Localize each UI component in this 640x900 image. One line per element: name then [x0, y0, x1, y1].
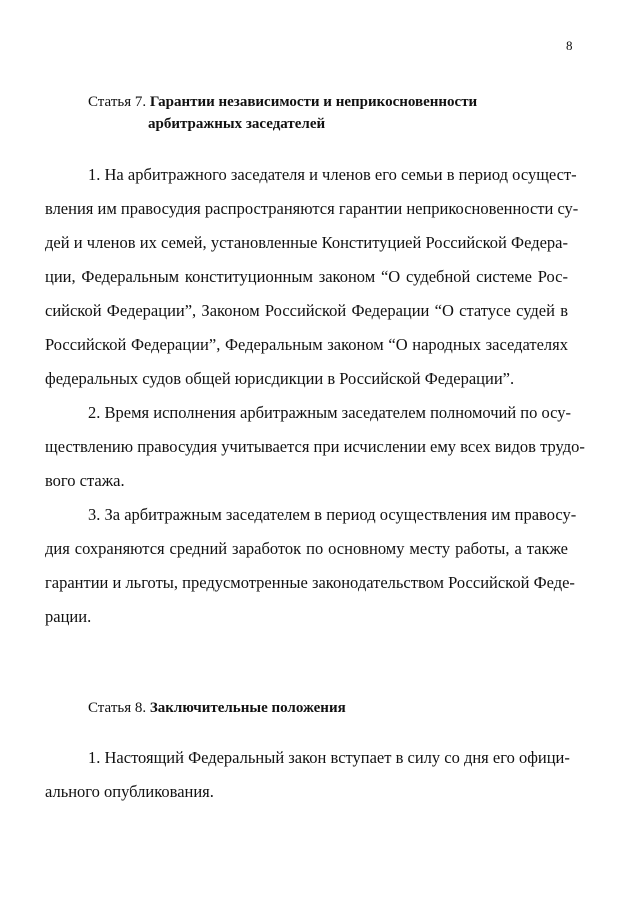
- page-number: 8: [566, 38, 573, 53]
- paragraph-line: ального опубликования.: [45, 782, 214, 801]
- article-8-title: Заключительные положения: [149, 700, 346, 716]
- article-8-heading: [88, 698, 346, 718]
- paragraph-line: рации.: [45, 607, 92, 626]
- paragraph-line: Российской Федерации”, Федеральным законом “О народных заседателях: [45, 335, 568, 354]
- article-7-title-line2: арбитражных заседателей: [148, 116, 326, 132]
- paragraph-line: 1. Настоящий Федеральный закон вступает в силу со дня его офици-: [88, 748, 570, 767]
- article-7-heading: [88, 92, 477, 112]
- paragraph-line: вого стажа.: [45, 471, 125, 490]
- paragraph-line: вления им правосудия распространяются гарантии неприкосновенности су-: [45, 199, 579, 218]
- paragraph-line: сийской Федерации”, Законом Российской Федерации “О статусе судей в: [45, 301, 568, 320]
- paragraph-line: 2. Время исполнения арбитражным заседателем полномочий по осу-: [88, 403, 572, 422]
- paragraph-line: дия сохраняются средний заработок по основному месту работы, а также: [45, 539, 568, 558]
- paragraph-line: гарантии и льготы, предусмотренные законодательством Российской Феде-: [45, 573, 575, 592]
- paragraph-line: ции, Федеральным конституционным законом “О судебной системе Рос-: [45, 267, 568, 286]
- article-7-prefix: Статья 7.: [88, 94, 147, 110]
- article-7-title-line1: Гарантии независимости и неприкосновенности: [149, 94, 478, 110]
- paragraph-line: ществлению правосудия учитывается при исчислении ему всех видов трудо-: [45, 437, 585, 456]
- paragraph-line: дей и членов их семей, установленные Конституцией Российской Федера-: [45, 233, 568, 252]
- article-8-prefix: Статья 8.: [88, 700, 147, 716]
- paragraph-line: федеральных судов общей юрисдикции в Российской Федерации”.: [45, 369, 515, 388]
- paragraph-line: 3. За арбитражным заседателем в период осуществления им правосу-: [88, 505, 577, 524]
- paragraph-line: 1. На арбитражного заседателя и членов его семьи в период осущест-: [88, 165, 577, 184]
